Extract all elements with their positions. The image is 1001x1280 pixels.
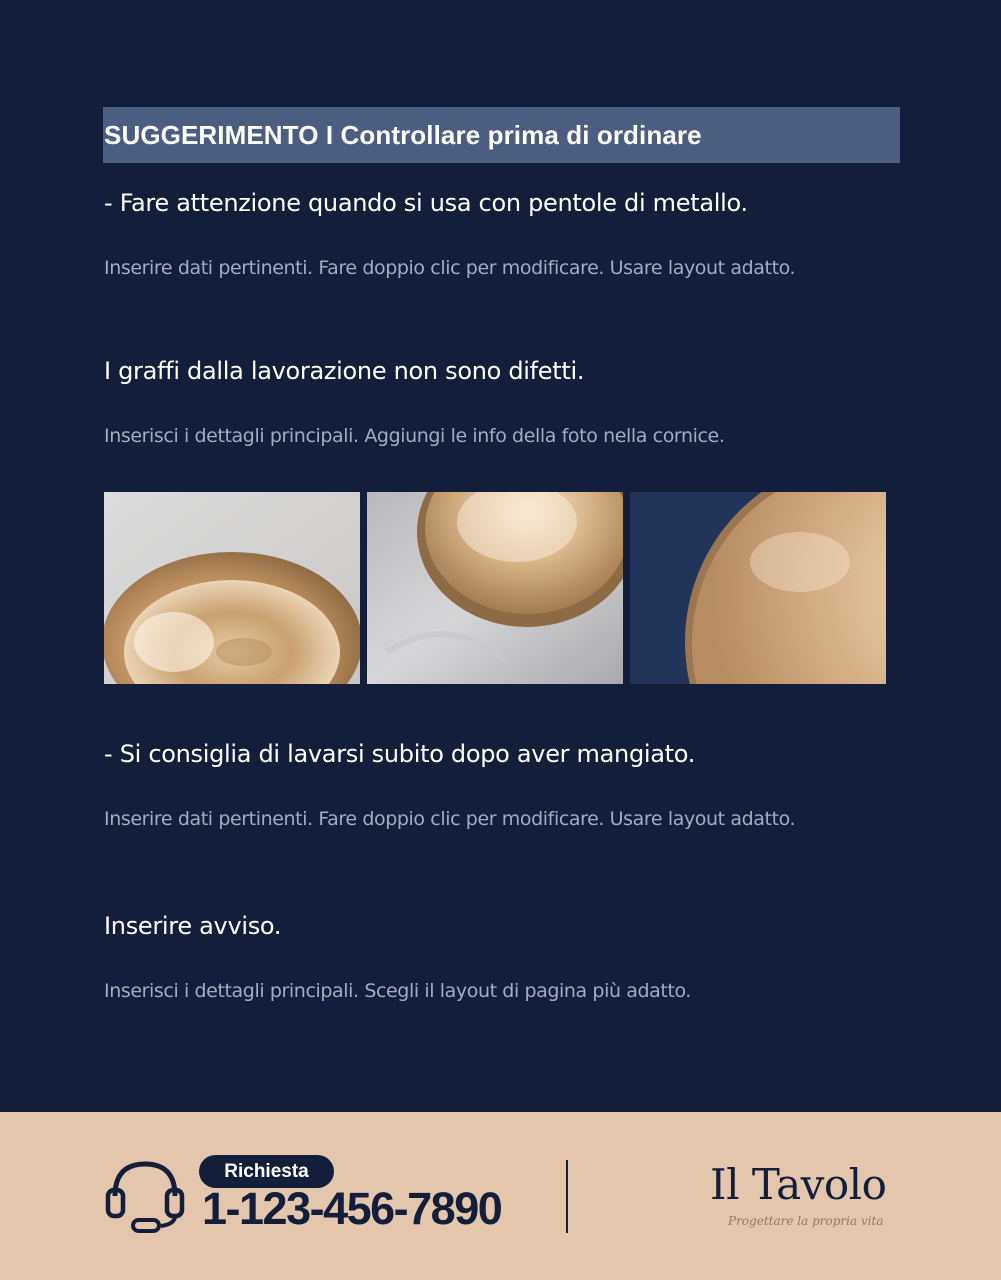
headset-icon <box>105 1156 185 1236</box>
section-body-2: Inserisci i dettagli principali. Aggiungi le info della foto nella cornice. <box>104 425 725 447</box>
bowl-photo-2 <box>367 492 623 684</box>
bowl-image-2 <box>367 492 623 684</box>
tip-banner <box>103 107 900 163</box>
phone-number[interactable]: 1-123-456-7890 <box>202 1183 502 1234</box>
section-body-3: Inserire dati pertinenti. Fare doppio clic per modificare. Usare layout adatto. <box>104 808 796 830</box>
section-heading-4: Inserire avviso. <box>104 912 282 940</box>
tip-title: SUGGERIMENTO I Controllare prima di ordinare <box>104 119 702 150</box>
inquiry-badge: Richiesta <box>199 1155 334 1188</box>
section-heading-2: I graffi dalla lavorazione non sono difetti. <box>104 357 585 385</box>
footer-divider <box>566 1160 568 1233</box>
brand-tagline: Progettare la propria vita <box>728 1214 884 1228</box>
bowl-image-3 <box>630 492 886 684</box>
section-body-4: Inserisci i dettagli principali. Scegli il layout di pagina più adatto. <box>104 980 692 1002</box>
brand-logo-text: Il Tavolo <box>710 1160 887 1209</box>
section-body-1: Inserire dati pertinenti. Fare doppio clic per modificare. Usare layout adatto. <box>104 257 796 279</box>
bowl-photo-1 <box>104 492 360 684</box>
section-heading-1: - Fare attenzione quando si usa con pentole di metallo. <box>104 189 748 217</box>
section-heading-3: - Si consiglia di lavarsi subito dopo aver mangiato. <box>104 740 696 768</box>
bowl-image-1 <box>104 492 360 684</box>
bowl-photo-3 <box>630 492 886 684</box>
